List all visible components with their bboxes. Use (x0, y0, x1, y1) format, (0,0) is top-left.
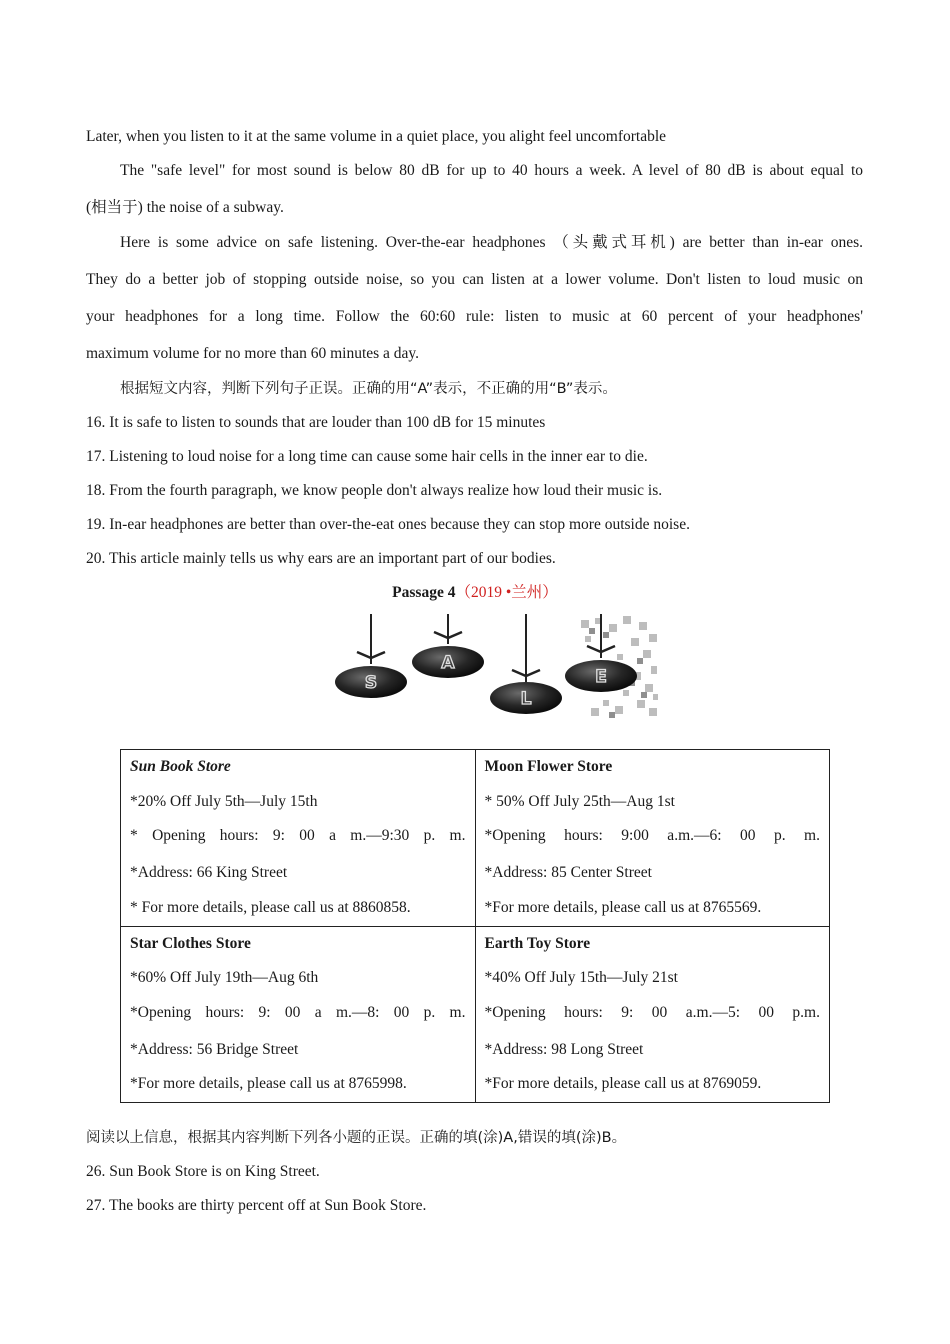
store-hours: *Opening hours: 9: 00 a.m.—5: 00 p.m. (484, 1003, 820, 1021)
sale-letter-e (565, 660, 637, 692)
question-16: 16. It is safe to listen to sounds that are louder than 100 dB for 15 minutes (86, 414, 546, 431)
store-discount: *60% Off July 19th—Aug 6th (130, 969, 319, 986)
instruction-1: 根据短文内容，判断下列句子正误。正确的用“A”表示，不正确的用“B”表示。 (120, 381, 617, 397)
store-details: *For more details, please call us at 8765569. (484, 898, 762, 916)
letter-e: E (595, 667, 607, 687)
store-cell-sun-book (121, 750, 476, 927)
paragraph-1: Later, when you listen to it at the same volume in a quiet place, you alight feel uncomfortable (86, 128, 667, 145)
instruction-2: 阅读以上信息，根据其内容判断下列各小题的正误。正确的填(涂)A,错误的填(涂)B。 (86, 1130, 627, 1146)
question-26: 26. Sun Book Store is on King Street. (86, 1163, 320, 1180)
paragraph-3-line-2: They do a better job of stopping outside noise, so you can listen at a lower volume. Don't listen to loud music on (86, 271, 863, 288)
paragraph-3-line-3: your headphones for a long time. Follow the 60:60 rule: listen to music at 60 percent of your headphones' (86, 308, 863, 325)
store-name: Star Clothes Store (130, 934, 251, 952)
sale-letter-s (335, 666, 407, 698)
stores-table (120, 749, 830, 1103)
paragraph-2-line-2: (相当于) the noise of a subway. (86, 199, 284, 216)
passage-source-close: ） (542, 584, 558, 601)
paragraph-2-line-1: The "safe level" for most sound is below 80 dB for up to 40 hours a week. A level of 80 dB is about equal to (120, 162, 863, 179)
store-address: *Address: 85 Center Street (484, 864, 652, 881)
store-discount: *20% Off July 5th—July 15th (130, 792, 318, 810)
question-18: 18. From the fourth paragraph, we know people don't always realize how loud their music is. (86, 482, 663, 499)
question-27: 27. The books are thirty percent off at Sun Book Store. (86, 1197, 427, 1214)
sale-letter-l (490, 682, 562, 714)
letter-l: L (520, 689, 532, 709)
store-address: *Address: 66 King Street (130, 864, 288, 881)
passage-title-text: Passage 4 (392, 584, 456, 601)
store-cell-earth-toy (475, 926, 830, 1103)
store-name: Moon Flower Store (484, 758, 613, 775)
store-details: *For more details, please call us at 8769059. (484, 1075, 762, 1092)
store-discount: *40% Off July 15th—July 21st (484, 969, 678, 986)
store-discount: * 50% Off July 25th—Aug 1st (484, 792, 675, 810)
store-cell-moon-flower (475, 750, 830, 927)
paragraph-3-line-1: Here is some advice on safe listening. Over-the-ear headphones （头戴式耳机) are better than in-ear ones. (120, 234, 863, 251)
passage-source: 2019 •兰州 (470, 584, 543, 601)
question-17: 17. Listening to loud noise for a long time can cause some hair cells in the inner ear to die. (86, 448, 648, 465)
store-name: Earth Toy Store (484, 934, 591, 952)
question-20: 20. This article mainly tells us why ears are an important part of our bodies. (86, 550, 556, 567)
question-19: 19. In-ear headphones are better than over-the-eat ones because they can stop more outside noise. (86, 516, 690, 533)
paragraph-3-line-4: maximum volume for no more than 60 minutes a day. (86, 345, 420, 362)
store-address: *Address: 98 Long Street (484, 1040, 644, 1058)
store-details: * For more details, please call us at 8860858. (130, 898, 411, 916)
letter-s: S (364, 673, 378, 693)
sale-letter-a (412, 646, 484, 678)
passage-title (0, 583, 950, 603)
store-hours: * Opening hours: 9: 00 a m.—9:30 p. m. (130, 827, 466, 844)
store-details: *For more details, please call us at 8765998. (130, 1075, 407, 1092)
passage-source-open: （ (455, 584, 471, 601)
store-cell-star-clothes (121, 926, 476, 1103)
store-address: *Address: 56 Bridge Street (130, 1040, 299, 1058)
sale-image (333, 614, 658, 718)
letter-a: A (441, 653, 455, 673)
store-hours: *Opening hours: 9: 00 a m.—8: 00 p. m. (130, 1003, 466, 1021)
store-name: Sun Book Store (130, 758, 231, 775)
store-hours: *Opening hours: 9:00 a.m.—6: 00 p. m. (484, 827, 820, 844)
